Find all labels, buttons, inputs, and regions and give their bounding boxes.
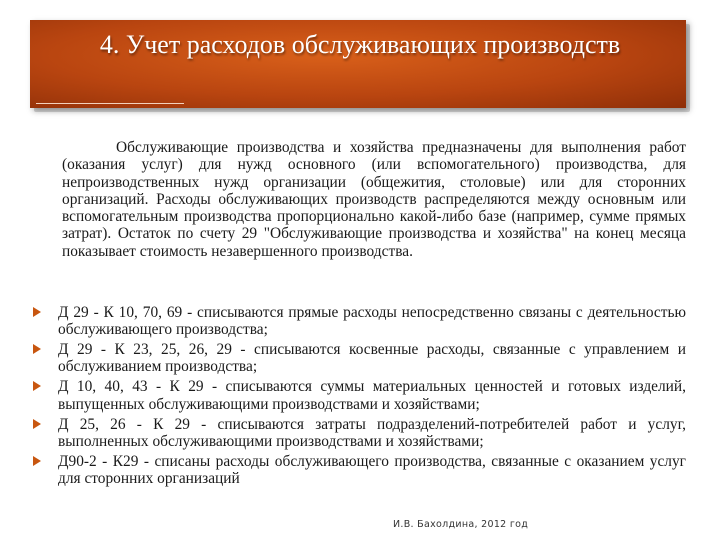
arrow-right-icon <box>33 344 41 354</box>
list-item-text: Д 10, 40, 43 - К 29 - списываются суммы материальных ценностей и готовых изделий, выпущенных обслуживающими производствами и хозяйствами; <box>58 378 686 413</box>
arrow-right-icon <box>33 456 41 466</box>
footer-credit: И.В. Бахолдина, 2012 год <box>393 519 529 530</box>
slide-title: 4. Учет расходов обслуживающих производств <box>99 30 621 59</box>
arrow-right-icon <box>33 307 41 317</box>
arrow-right-icon <box>33 381 41 391</box>
list-item-text: Д 25, 26 - К 29 - списываются затраты подразделений-потребителей работ и услуг, выполненных обслуживающими производствами и хозяйствами; <box>58 415 686 450</box>
arrow-right-icon <box>33 419 41 429</box>
list-item <box>30 304 686 339</box>
list-item <box>30 341 686 376</box>
entries-list <box>30 304 686 490</box>
list-item-text: Д 29 - К 23, 25, 26, 29 - списываются косвенные расходы, связанные с управлением и обслуживанием производства; <box>58 341 686 376</box>
list-item <box>30 378 686 413</box>
list-item-text: Д90-2 - К29 - списаны расходы обслуживающего производства, связанные с оказанием услуг для сторонних организаций <box>58 452 686 488</box>
list-item-text: Д 29 - К 10, 70, 69 - списываются прямые расходы непосредственно связаны с деятельностью обслуживающего производства; <box>58 304 686 339</box>
list-item <box>30 416 686 451</box>
title-underline <box>36 103 184 104</box>
intro-paragraph: Обслуживающие производства и хозяйства предназначены для выполнения работ (оказания услуг) для нужд основного (или вспомогательного) производства, для непроизводственных нужд организации (общежития, столовые) или для сторонних организаций. Расходы обслуживающих производств распределяются между основным или вспомогательным производства пропорционально какой-либо базе (например, сумме прямых затрат). Остаток по счету 29 "Обслуживающие производства и хозяйства" на конец месяца показывает стоимость незавершенного производства. <box>62 139 686 260</box>
list-item <box>30 453 686 488</box>
